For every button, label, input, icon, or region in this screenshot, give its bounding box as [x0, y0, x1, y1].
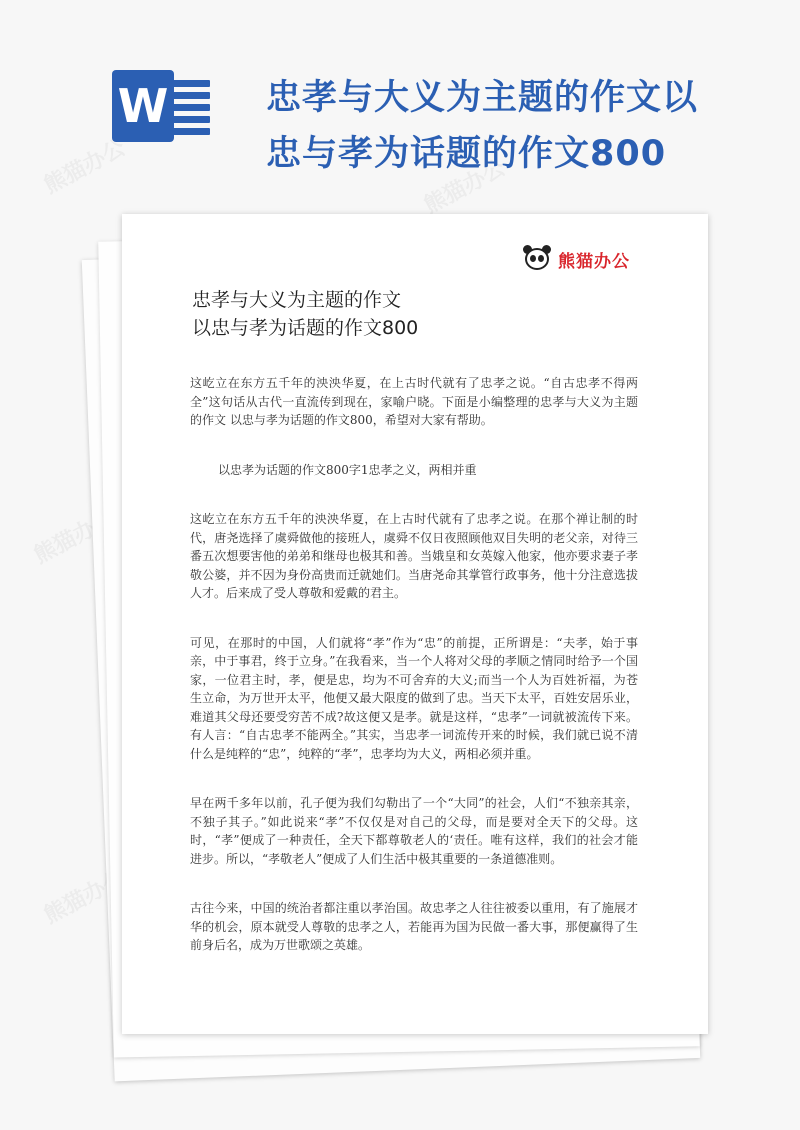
paragraph: 古往今来，中国的统治者都注重以孝治国。故忠孝之人往往被委以重用，有了施展才华的机会，原本就受人尊敬的忠孝之人，若能再为国为民做一番大事，那便赢得了生前身后名，成为万世歌颂之英雄。: [190, 901, 638, 952]
section-heading: 以忠孝为话题的作文800字1忠孝之义，两相并重: [218, 462, 477, 477]
paragraph: 早在两千多年以前，孔子便为我们勾勒出了一个“大同”的社会，人们“不独亲其亲，不独子其子。”如此说来“孝”不仅仅是对自己的父母，而是要对全天下的父母。这时，“孝”便成了一种责任，全天下都尊敬老人的‘责任。唯有这样，我们的社会才能进步。所以，“孝敬老人”便成了人们生活中极其重要的一条道德准则。: [190, 796, 638, 866]
paragraph: 这屹立在东方五千年的泱泱华夏，在上古时代就有了忠孝之说。“自古忠孝不得两全”这句话从古代一直流传到现在，家喻户晓。下面是小编整理的忠孝与大义为主题的作文 以忠与孝为话题的作文800，希望对大家有帮助。: [190, 376, 638, 427]
watermark: 熊猫办公: [40, 135, 130, 199]
brand-name: 熊猫办公: [558, 251, 630, 272]
panda-icon: [522, 244, 552, 274]
page-title: 忠孝与大义为主题的作文以忠与孝为话题的作文800: [266, 78, 699, 174]
watermark: 熊猫办公: [420, 155, 510, 219]
paragraph: 可见，在那时的中国，人们就将“孝”作为“忠”的前提，正所谓是：“夫孝，始于事亲，中于事君，终于立身。”在我看来，当一个人将对父母的孝顺之情同时给予一个国家，一位君主时，孝，便是忠，均为不可舍弃的大义;而当一个人为百姓祈福，为苍生立命，为万世开太平，他便又最大限度的做到了忠。当天下太平，百姓安居乐业，难道其父母还要受穷苦不成?故这便又是孝。就是这样，“忠孝”一词就被流传下来。有人言：“自古忠孝不能两全。”其实，当忠孝一词流传开来的时候，我们就已说不清什么是纯粹的“忠”，纯粹的“孝”，忠孝均为大义，两相必须并重。: [190, 635, 638, 761]
document-title-line: 忠孝与大义为主题的作文: [192, 289, 402, 311]
document-body: [190, 374, 638, 986]
brand-logo: [522, 244, 630, 274]
paragraph: 这屹立在东方五千年的泱泱华夏，在上古时代就有了忠孝之说。在那个禅让制的时代，唐尧选择了虞舜做他的接班人，虞舜不仅日夜照顾他双目失明的老父亲，对待三番五次想要害他的弟弟和继母也极其和善。当娥皇和女英嫁入他家，他亦要求妻子孝敬公婆，并不因为身份高贵而迁就她们。当唐尧命其掌管行政事务，他十分注意选拔人才。后来成了受人尊敬和爱戴的君主。: [190, 512, 638, 600]
document-title-line: 以忠与孝为话题的作文800: [192, 317, 419, 339]
word-document-icon: W: [112, 64, 212, 150]
document-page: [122, 214, 708, 1034]
document-title: [192, 286, 612, 342]
watermark: 熊猫办公: [30, 505, 120, 569]
watermark: 熊猫办公: [40, 865, 130, 929]
page-header: [0, 0, 800, 200]
